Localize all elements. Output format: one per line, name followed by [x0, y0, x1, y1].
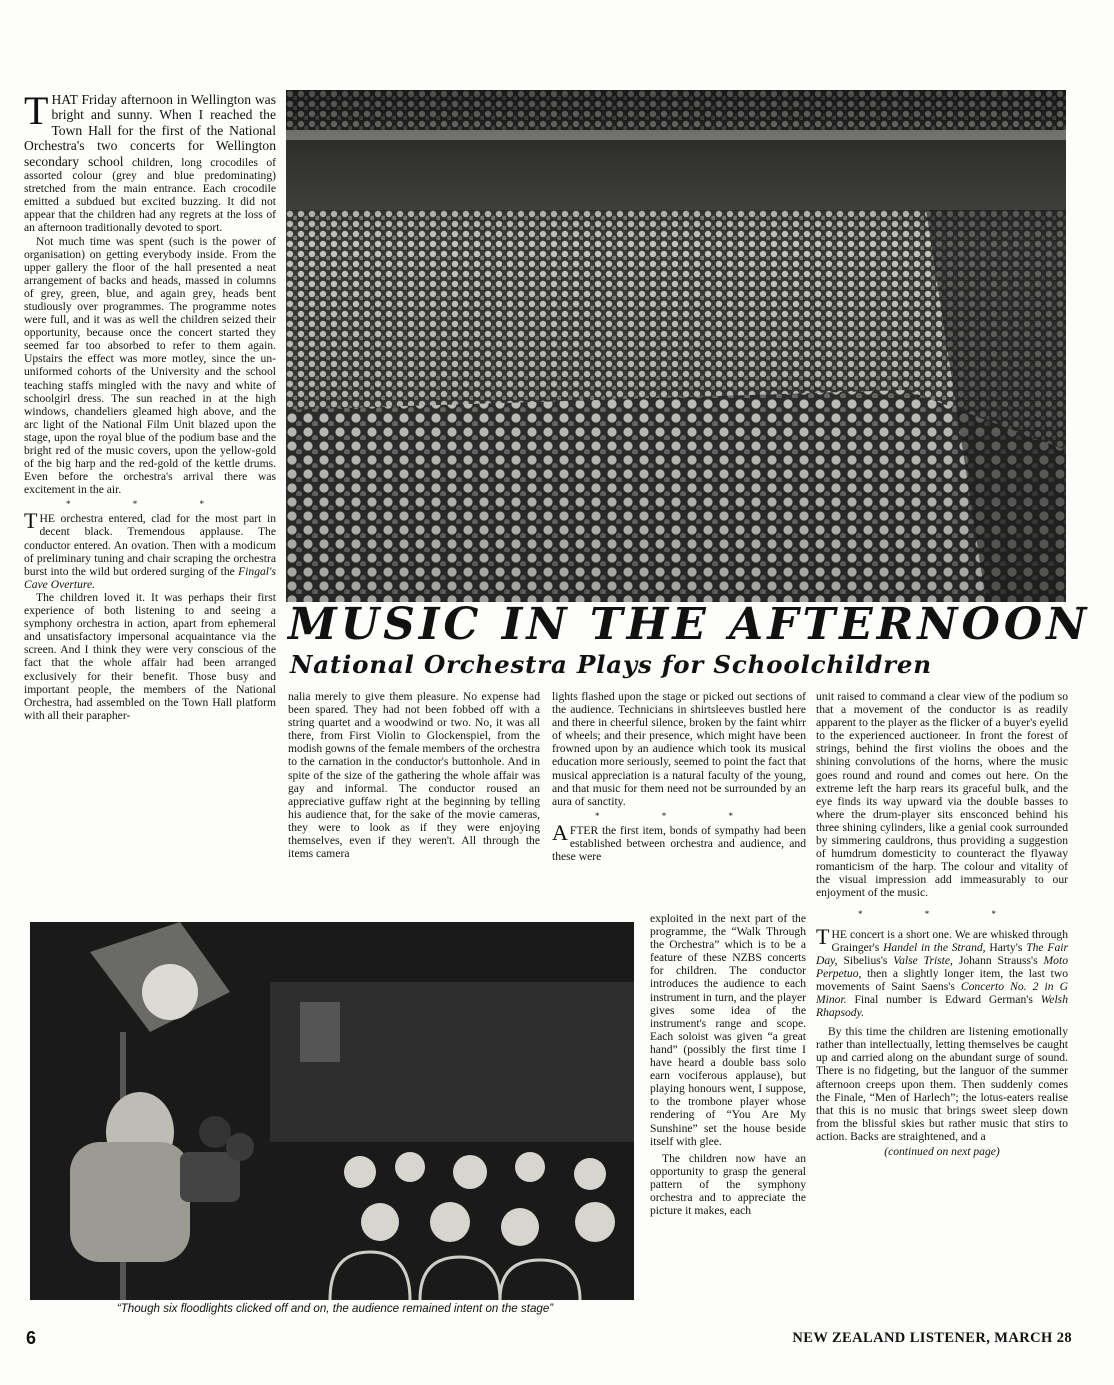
continued-note: (continued on next page) [884, 1145, 1000, 1158]
paragraph-text: Final number is Edward German's [854, 992, 1033, 1006]
section-break: * * * [595, 810, 763, 821]
subheadline: National Orchestra Plays for Schoolchildren [290, 650, 932, 679]
paragraph-text: HE concert is a short one. We are whisked through Grainger's [831, 927, 1068, 954]
paragraph: Not much time was spent (such is the power of organisation) on getting everybody inside. From the upper gallery the floor of the hall presented a neat arrangement of backs and heads, massed in columns of grey, green, blue, and again grey, heads bent studiously over programmes. The programme notes were full, and it was as well the children seized their opportunity, because once the concert started they seemed far too absorbed to refer to them again. Upstairs the effect was more motley, since the un-uniformed cohorts of the University and the school teaching staffs mingled with the navy and white of schoolgirl dress. The sun reached in at the high windows, chandeliers gleamed high above, and the arc light of the National Film Unit blazed upon the stage, upon the royal blue of the podium base and the bright red of the music covers, upon the yellow-gold of the big harp and the red-gold of the kettle drums. Even before the orchestra's arrival there was excitement in the air. [24, 234, 276, 497]
piece-title: Fingal's Cave Overture. [24, 564, 276, 591]
paragraph: The children loved it. It was perhaps their first experience of both listening to and seeing a symphony orchestra in action, apart from ephemeral and unsatisfactory impersonal acquaintance via the screen. And I think they were very conscious of the fact that the whole affair had been arranged exclusively for their benefit. Those busy and important people, the members of the National Orchestra, had assembled on the Town Hall platform with all their parapher- [24, 590, 276, 722]
piece-title: Handel in the Strand, [883, 940, 986, 954]
photo-audience [286, 90, 1066, 602]
drop-cap: T [24, 508, 38, 534]
piece-title: Concerto No. 2 in G Minor. [816, 979, 1068, 1006]
paragraph-text: then a slightly longer item, the last two movements of Saint Saens's [816, 966, 1068, 993]
photo-cameraman-image [30, 922, 634, 1300]
paragraph [816, 923, 1068, 1020]
piece-title: Welsh Rhapsody. [816, 992, 1068, 1020]
drop-cap: T [816, 923, 830, 949]
headline: MUSIC IN THE AFTERNOON [288, 599, 1091, 650]
column-1 [24, 92, 276, 918]
paragraph-text: Harty's [989, 940, 1023, 954]
photo-audience-image [286, 90, 1066, 602]
piece-title: Moto Perpetuo, [816, 953, 1068, 980]
photo-cameraman [30, 922, 634, 1300]
paragraph-text: Johann Strauss's [958, 953, 1038, 967]
page-number: 6 [26, 1328, 37, 1348]
column-3-top [552, 690, 806, 914]
paragraph-text: HE orchestra entered, clad for the most part in decent black. Tremendous applause. The conductor entered. An ovation. Then with a modicum of preliminary tuning and chair scraping the orchestra burst into the wild but ordered surging of the [24, 512, 276, 578]
photo-caption: “Though six floodlights clicked off and on, the audience remained intent on the stage” [116, 1302, 554, 1315]
masthead: NEW ZEALAND LISTENER, MARCH 28 [792, 1330, 1072, 1346]
piece-title: The Fair Day, [816, 940, 1068, 967]
section-break: * * * [66, 499, 234, 510]
lead-text: HAT Friday afternoon in Wellington was bright and sunny. When I reached the Town Hall for the first of the National Orchestra's two concerts for Wellington secondary school [24, 92, 276, 169]
lead-text-continued: children, long crocodiles of assorted colour (grey and blue predominating) stretched from the main entrance. Each crocodile emitted a subdued but excited buzzing. It did not appear that the children had any regrets at the loss of an afternoon traditionally devoted to sport. [24, 155, 276, 235]
paragraph-text: Sibelius's [843, 953, 888, 967]
column-3-bottom [650, 912, 806, 1320]
paragraph: exploited in the next part of the programme, the “Walk Through the Orchestra” which is to be a feature of these NZBS concerts for children. The conductor introduces the audience to each instrument in turn, and the player gives some idea of the instrument's range and scope. Each soloist was given “a great hand” (possibly the first time I have heard a double bass solo earn vociferous applause), but playing honours went, I suppose, to the trombone player whose rendering of “You Are My Sunshine” set the house beside itself with glee. [650, 912, 806, 1148]
paragraph: lights flashed upon the stage or picked out sections of the audience. Technicians in shirtsleeves bustled here and there in cheerful silence, broken by the faint whirr of wheels; and their presence, which might have been frowned upon by an audience which took its musical education more seriously, seemed to point the fact that musical appreciation is a natural faculty of the young, and that music for them need not be surrounded by an aura of sanctity. [552, 690, 806, 808]
drop-cap: T [24, 92, 49, 133]
paragraph: unit raised to command a clear view of the podium so that a movement of the conductor is as readily apparent to the player as the flicker of a buyer's eyelid to the experienced auctioneer. In front the forest of strings, behind the first violins the oboes and the shining convolutions of the horns, where the music goes round and round and comes out here. On the extreme left the harp rears its graceful bulk, and the eye finds its way upward via the double basses to where the drum-player sits ensconced behind his three shining cylinders, like a genial cook surrounded by simmering cauldrons, thus providing a suggestion of humdrum domesticity to counteract the flyaway romanticism of the harp. The colour and vitality of the visual impression add immeasurably to our enjoyment of the music. [816, 690, 1068, 900]
piece-title: Valse Triste, [893, 953, 953, 967]
column-2 [288, 690, 540, 914]
paragraph [552, 819, 806, 864]
paragraph: nalia merely to give them pleasure. No expense had been spared. They had not been fobbed off with a string quartet and a woodwind or two. No, it was all there, from First Violin to Glockenspiel, from the modish gowns of the female members of the orchestra to the carnation in the conductor's buttonhole. And in spite of the size of the gathering the whole affair was gay and informal. The conductor roused an appreciative guffaw right at the beginning by telling his audience that, for the sake of the movie cameras, they were to look as if they were enjoying themselves, even if they weren't. All through the items camera [288, 690, 540, 861]
lead-paragraph [24, 92, 276, 235]
paragraph-text: FTER the first item, bonds of sympathy had been established between orchestra and audience, and these were [552, 823, 806, 864]
column-4 [816, 690, 1068, 1322]
drop-cap: A [552, 819, 568, 845]
paragraph: By this time the children are listening emotionally rather than intellectually, letting themselves be caught up and carried along on the abundant surge of sound. There is no fidgeting, but the languor of the summer afternoon creeps upon them. Then suddenly comes the Finale, “Men of Harlech”; the lotus-eaters realise that this is no music that brings sweet sleep down from the blissful skies but rather music that stirs to action. Backs are straightened, and a [816, 1025, 1068, 1143]
section-break: * * * [858, 908, 1026, 919]
paragraph [24, 508, 276, 591]
paragraph: The children now have an opportunity to grasp the general pattern of the symphony orchestra and to appreciate the picture it makes, each [650, 1151, 806, 1218]
